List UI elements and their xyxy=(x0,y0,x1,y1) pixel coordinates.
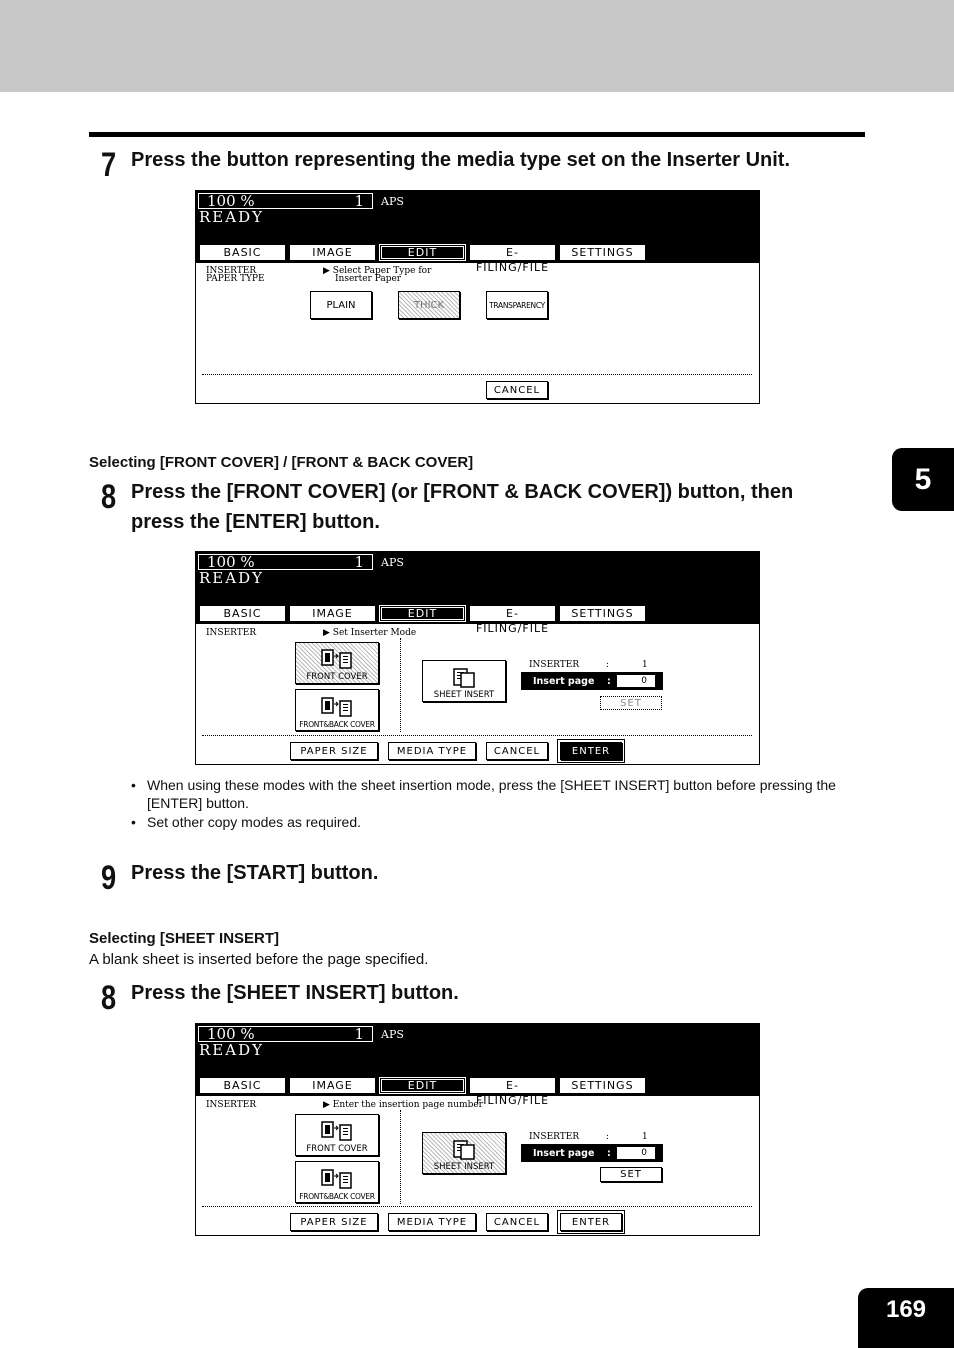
function-label: INSERTER xyxy=(206,1100,257,1110)
divider xyxy=(400,1110,401,1204)
set-button[interactable]: SET xyxy=(600,1167,662,1182)
tab-settings[interactable]: SETTINGS xyxy=(559,605,646,622)
zoom-value: 100 % xyxy=(207,1025,255,1043)
step-text: Press the [SHEET INSERT] button. xyxy=(131,982,459,1004)
status-text: READY xyxy=(199,208,265,226)
tab-basic[interactable]: BASIC xyxy=(199,244,286,261)
function-label: INSERTER xyxy=(206,628,257,638)
insert-page-value: 0 xyxy=(617,675,655,687)
tab-basic[interactable]: BASIC xyxy=(199,605,286,622)
insert-page-field[interactable] xyxy=(521,1144,663,1162)
page-number: 169 xyxy=(858,1288,954,1348)
status-text: READY xyxy=(199,1041,265,1059)
thick-button[interactable]: THICK xyxy=(398,291,460,319)
paper-size-button[interactable]: PAPER SIZE xyxy=(290,742,378,760)
zoom-display xyxy=(198,554,373,570)
quantity-value: 1 xyxy=(354,1025,364,1043)
sheet-insert-button[interactable] xyxy=(422,1132,506,1174)
step-number: 8 xyxy=(101,979,117,1017)
zoom-value: 100 % xyxy=(207,192,255,210)
sheet-insert-button[interactable] xyxy=(422,660,506,702)
step-text: Press the button representing the media type set on the Inserter Unit. xyxy=(131,149,791,171)
divider xyxy=(202,735,752,736)
notes-list xyxy=(131,776,861,832)
sheet-insert-icon xyxy=(450,665,478,689)
aps-indicator: APS xyxy=(381,195,404,208)
front-cover-button[interactable] xyxy=(295,642,379,684)
insert-page-value: 0 xyxy=(617,1147,655,1159)
plain-button[interactable]: PLAIN xyxy=(310,291,372,319)
insert-page-label: Insert page xyxy=(533,675,595,687)
divider xyxy=(202,1206,752,1207)
inserter-label: INSERTER xyxy=(529,660,580,670)
section-description: A blank sheet is inserted before the page specified. xyxy=(89,951,429,968)
screen-message xyxy=(323,267,431,283)
step-text: Press the [START] button. xyxy=(131,862,379,884)
step-text-line: Press the [FRONT COVER] (or [FRONT & BACK COVER]) button, then xyxy=(131,481,794,503)
media-type-button[interactable]: MEDIA TYPE xyxy=(388,742,476,760)
label-line: INSERTER xyxy=(206,266,257,276)
set-button[interactable]: SET xyxy=(600,696,662,710)
sheet-insert-icon xyxy=(450,1137,478,1161)
message-line: Select Paper Type for xyxy=(332,266,432,276)
front-cover-button[interactable] xyxy=(295,1114,379,1156)
zoom-value: 100 % xyxy=(207,553,255,571)
button-label: FRONT COVER xyxy=(306,1144,368,1154)
step-number: 7 xyxy=(101,146,117,184)
insert-page-colon: : xyxy=(607,1147,611,1159)
zoom-display xyxy=(198,193,373,209)
screen-message xyxy=(323,1101,483,1109)
aps-indicator: APS xyxy=(381,556,404,569)
button-label: FRONT&BACK COVER xyxy=(299,720,375,729)
cancel-button[interactable]: CANCEL xyxy=(486,742,548,760)
copier-screen-inserter-mode xyxy=(195,551,760,765)
message-line: Inserter Paper xyxy=(335,274,402,284)
play-triangle-icon: ▶ xyxy=(323,1100,333,1110)
front-cover-copy-icon xyxy=(320,1119,354,1143)
copier-screen-paper-type xyxy=(195,190,760,404)
insert-page-colon: : xyxy=(607,675,611,687)
enter-button[interactable]: ENTER xyxy=(560,742,622,760)
front-back-cover-copy-icon xyxy=(320,1167,354,1191)
paper-size-button[interactable]: PAPER SIZE xyxy=(290,1213,378,1231)
enter-button[interactable]: ENTER xyxy=(560,1213,622,1231)
section-heading: Selecting [SHEET INSERT] xyxy=(89,930,280,947)
tab-edit[interactable]: EDIT xyxy=(379,1077,466,1094)
transparency-button[interactable]: TRANSPARENCY xyxy=(486,291,548,319)
tab-basic[interactable]: BASIC xyxy=(199,1077,286,1094)
tab-image[interactable]: IMAGE xyxy=(289,244,376,261)
step-number: 8 xyxy=(101,478,117,516)
tab-image[interactable]: IMAGE xyxy=(289,1077,376,1094)
aps-indicator: APS xyxy=(381,1028,404,1041)
list-item: • When using these modes with the sheet insertion mode, press the [SHEET INSERT] button before pressing the [ENTER] button. xyxy=(131,776,861,812)
inserter-value: 1 xyxy=(642,660,648,670)
step-text-line: press the [ENTER] button. xyxy=(131,511,380,533)
divider xyxy=(400,638,401,732)
screen-message xyxy=(323,629,416,637)
inserter-colon: : xyxy=(606,1132,610,1142)
front-back-cover-button[interactable] xyxy=(295,689,379,731)
inserter-value: 1 xyxy=(642,1132,648,1142)
zoom-display xyxy=(198,1026,373,1042)
quantity-value: 1 xyxy=(354,553,364,571)
status-text: READY xyxy=(199,569,265,587)
message-line: Set Inserter Mode xyxy=(332,628,417,638)
tab-settings[interactable]: SETTINGS xyxy=(559,244,646,261)
cancel-button[interactable]: CANCEL xyxy=(486,381,548,399)
copier-screen-sheet-insert xyxy=(195,1023,760,1236)
insert-page-label: Insert page xyxy=(533,1147,595,1159)
tab-efiling[interactable]: E-FILING/FILE xyxy=(469,1077,556,1094)
front-back-cover-button[interactable] xyxy=(295,1161,379,1203)
chapter-tab: 5 xyxy=(892,448,954,511)
divider xyxy=(202,374,752,375)
list-item: • Set other copy modes as required. xyxy=(131,813,861,831)
inserter-colon: : xyxy=(606,660,610,670)
play-triangle-icon: ▶ xyxy=(323,266,333,276)
insert-page-field[interactable] xyxy=(521,672,663,690)
step-text xyxy=(131,477,793,537)
tab-settings[interactable]: SETTINGS xyxy=(559,1077,646,1094)
media-type-button[interactable]: MEDIA TYPE xyxy=(388,1213,476,1231)
quantity-value: 1 xyxy=(354,192,364,210)
label-line: PAPER TYPE xyxy=(206,274,265,284)
tab-efiling[interactable]: E-FILING/FILE xyxy=(469,605,556,622)
section-heading: Selecting [FRONT COVER] / [FRONT & BACK COVER] xyxy=(89,454,474,471)
front-cover-copy-icon xyxy=(320,647,354,671)
step-number: 9 xyxy=(101,859,117,897)
front-back-cover-copy-icon xyxy=(320,695,354,719)
button-label: SHEET INSERT xyxy=(433,690,495,700)
tab-edit[interactable]: EDIT xyxy=(379,605,466,622)
message-line: Enter the insertion page number xyxy=(332,1100,483,1110)
button-label: FRONT COVER xyxy=(306,672,368,682)
tab-efiling[interactable]: E-FILING/FILE xyxy=(469,244,556,261)
button-label: FRONT&BACK COVER xyxy=(299,1192,375,1201)
section-rule xyxy=(89,132,865,137)
button-label: SHEET INSERT xyxy=(433,1162,495,1172)
inserter-label: INSERTER xyxy=(529,1132,580,1142)
cancel-button[interactable]: CANCEL xyxy=(486,1213,548,1231)
header-band xyxy=(0,0,954,92)
tab-edit[interactable]: EDIT xyxy=(379,244,466,261)
tab-image[interactable]: IMAGE xyxy=(289,605,376,622)
function-label xyxy=(206,267,265,283)
play-triangle-icon: ▶ xyxy=(323,628,333,638)
